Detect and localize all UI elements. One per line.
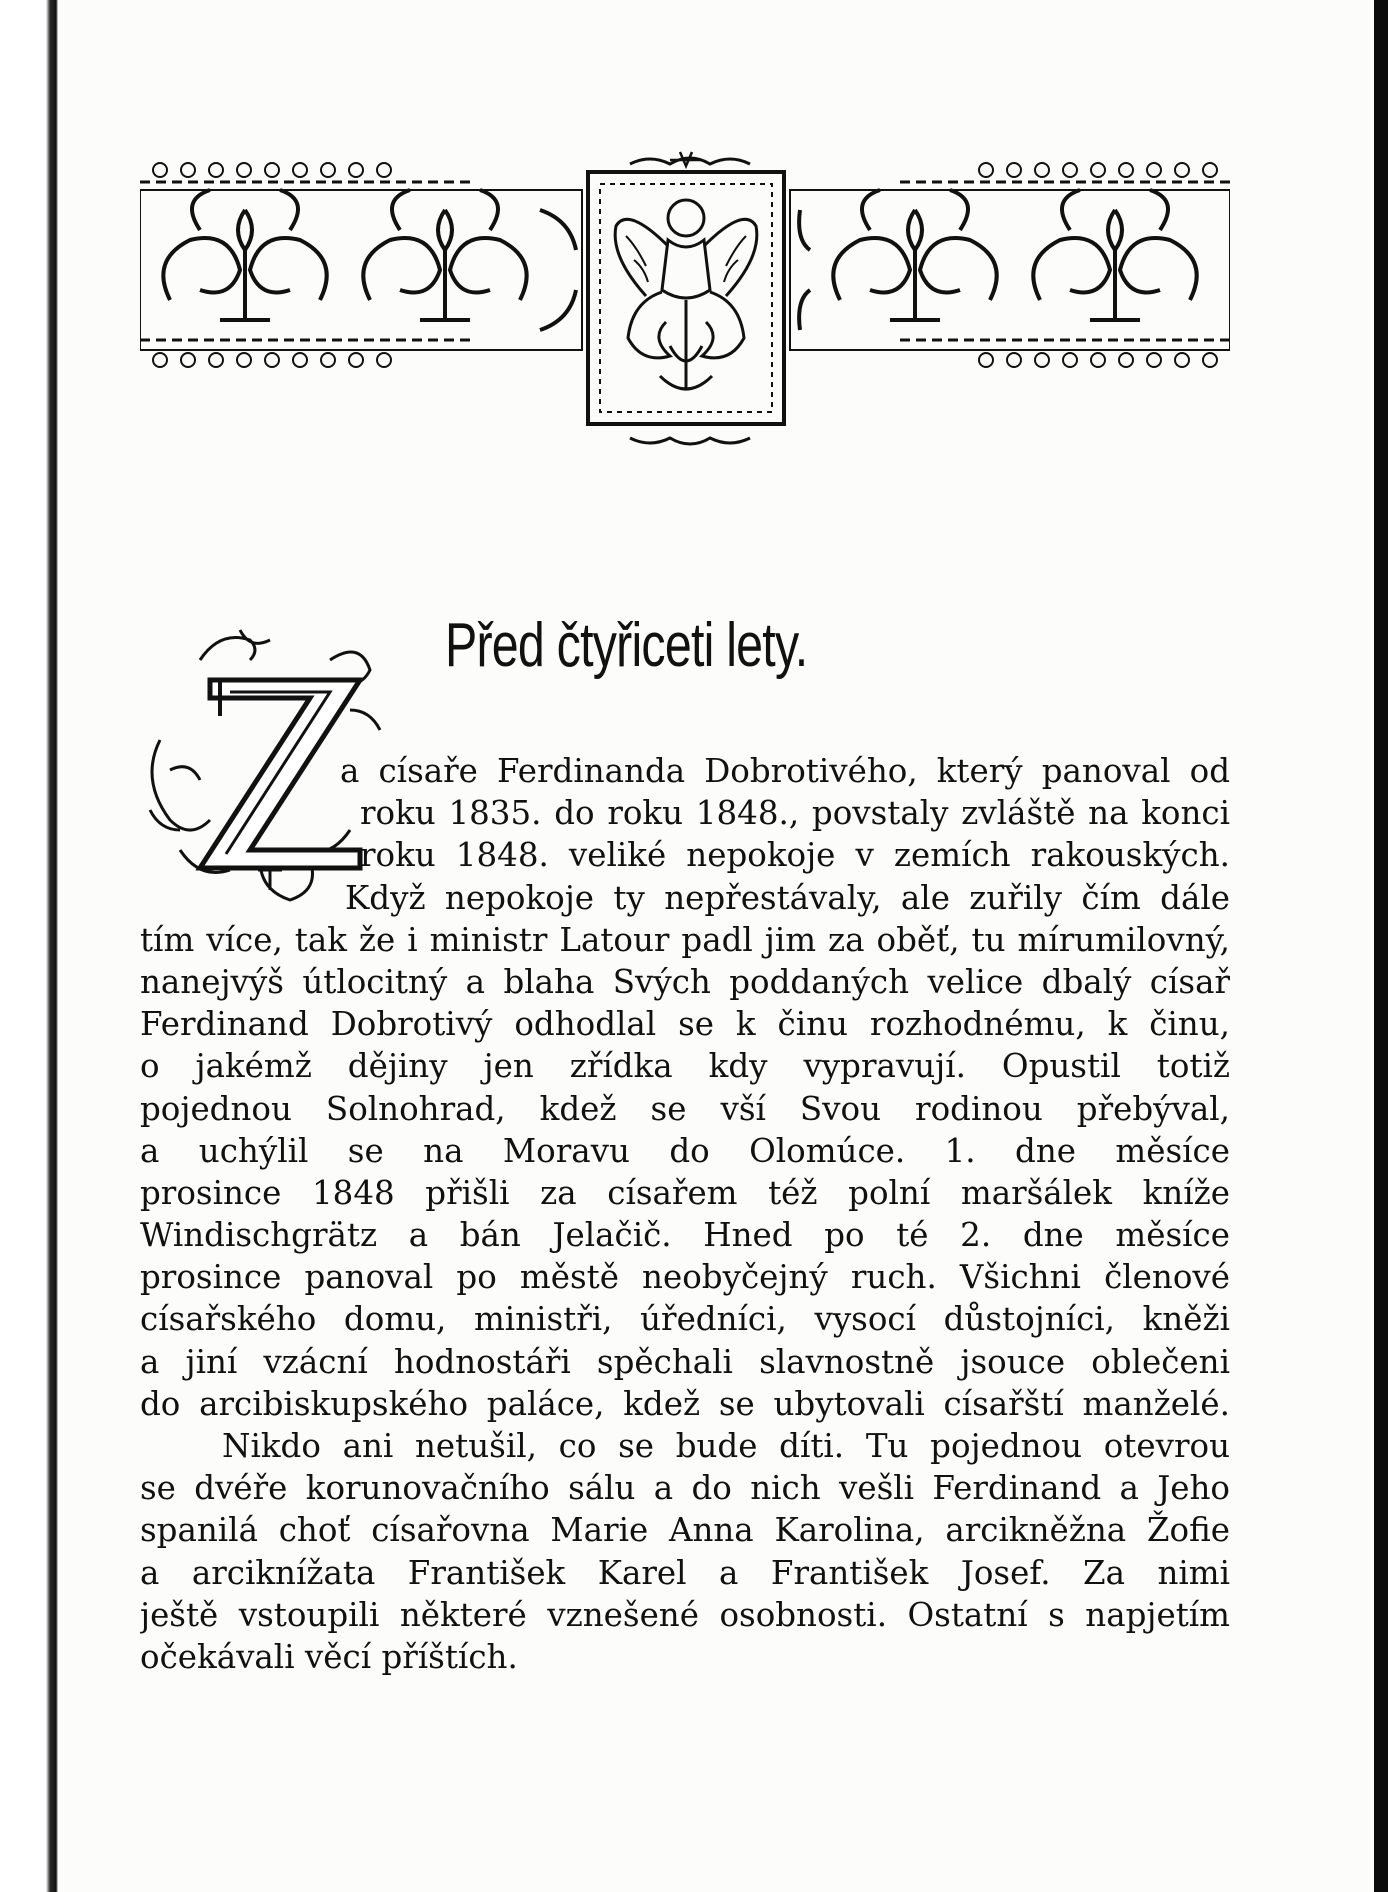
text-line: roku 1835. do roku 1848., povstaly zvláště na konci bbox=[360, 794, 1230, 833]
text-line: se dvéře korunovačního sálu a do nich vešli Ferdinand a Jeho bbox=[140, 1469, 1230, 1508]
text-line: do arcibiskupského paláce, kdež se ubytovali císařští manželé. bbox=[140, 1384, 1230, 1423]
page-edge-right bbox=[1374, 0, 1388, 1892]
text-line: spanilá choť císařovna Marie Anna Karolina, arcikněžna Žofie bbox=[140, 1511, 1230, 1550]
text-line: Nikdo ani netušil, co se bude díti. Tu pojednou otevrou bbox=[222, 1427, 1230, 1465]
text-line: a jiní vzácní hodnostáři spěchali slavnostně jsouce oblečeni bbox=[140, 1342, 1230, 1381]
text-line: pojednou Solnohrad, kdež se vší Svou rodinou přebýval, bbox=[140, 1089, 1230, 1128]
text-line: prosince 1848 přišli za císařem též polní maršálek kníže bbox=[140, 1173, 1230, 1212]
text-line: a uchýlil se na Moravu do Olomúce. 1. dne měsíce bbox=[140, 1131, 1230, 1170]
text-line: roku 1848. veliké nepokoje v zemích rakouských. bbox=[360, 836, 1230, 875]
text-line: tím více, tak že i ministr Latour padl jim za oběť, tu mírumilovný, bbox=[140, 920, 1230, 959]
text-line: Ferdinand Dobrotivý odhodlal se k činu rozhodnému, k činu, bbox=[140, 1005, 1230, 1044]
text-line: prosince panoval po městě neobyčejný ruch. Všichni členové bbox=[140, 1258, 1230, 1297]
text-line: Když nepokoje ty nepřestávaly, ale zuřily čím dále bbox=[345, 878, 1230, 917]
text-line: a císaře Ferdinanda Dobrotivého, který panoval od bbox=[340, 752, 1230, 790]
angel-and-scroll-headpiece-icon bbox=[140, 150, 1230, 450]
text-line: Windischgrätz a bán Jelačič. Hned po té 2. dne měsíce bbox=[140, 1216, 1230, 1255]
text-line: ještě vstoupili některé vznešené osobnosti. Ostatní s napjetím bbox=[140, 1595, 1230, 1634]
text-line: očekávali věcí příštích. bbox=[140, 1637, 518, 1676]
body-text bbox=[140, 750, 1230, 1678]
text-line: císařského domu, ministři, úředníci, vysocí důstojníci, kněži bbox=[140, 1300, 1230, 1339]
page-title: Před čtyřiceti lety. bbox=[445, 611, 808, 680]
text-line: a arciknížata František Karel a František Josef. Za nimi bbox=[140, 1553, 1230, 1592]
text-line: o jakémž dějiny jen zřídka kdy vypravují. Opustil totiž bbox=[140, 1047, 1230, 1086]
text-line: nanejvýš útlocitný a blaha Svých poddaných velice dbalý císař bbox=[140, 962, 1230, 1001]
page-gutter-left bbox=[0, 0, 58, 1892]
